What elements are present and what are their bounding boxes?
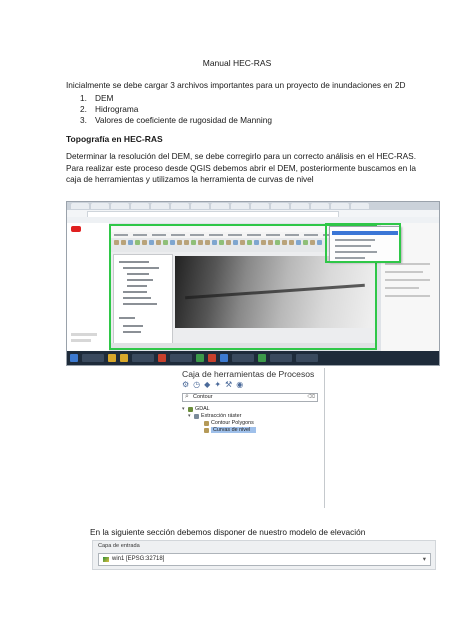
tree-node-curvas-de-nivel[interactable]: Curvas de nivel [204, 427, 256, 433]
clock-icon[interactable]: ◷ [193, 380, 201, 389]
browser-tabs [67, 202, 439, 210]
youtube-logo-icon [71, 226, 81, 232]
word-icon [220, 354, 228, 362]
collapse-arrow-icon[interactable]: ▾ [182, 406, 185, 412]
toolbox-toolbar [182, 381, 243, 389]
input-layer-screenshot [92, 540, 436, 570]
collapse-arrow-icon[interactable]: ▾ [188, 413, 191, 419]
raster-layer-icon [103, 557, 109, 562]
app-icon [258, 354, 266, 362]
qgis-screenshot [66, 201, 440, 366]
folder-icon [108, 354, 116, 362]
qgis-browser-panel [113, 254, 173, 348]
clear-search-icon[interactable]: ⌫ [307, 394, 315, 400]
search-value: Contour [193, 394, 213, 400]
toolbox-screenshot [178, 368, 325, 508]
folder-icon [120, 354, 128, 362]
chevron-down-icon[interactable]: ▾ [422, 556, 426, 563]
address-bar [67, 210, 439, 217]
gdal-icon [188, 407, 193, 412]
folder-icon [194, 414, 199, 419]
qgis-statusbar [111, 343, 375, 348]
toolbox-title: Caja de herramientas de Procesos [182, 369, 315, 379]
gear-icon[interactable]: ⚙ [182, 380, 190, 389]
tree-node-contour-polygons[interactable]: Contour Polygons [204, 420, 254, 426]
wrench-icon[interactable]: ⚒ [225, 380, 233, 389]
search-icon: ⌕ [185, 393, 189, 400]
list-item: 3. Valores de coeficiente de rugosidad de Manning [80, 115, 272, 125]
start-icon [70, 354, 78, 362]
toolbox-search-input[interactable] [182, 393, 318, 402]
green-highlight-frame [325, 223, 401, 263]
page-title: Manual HEC-RAS [202, 58, 272, 68]
input-layer-select[interactable] [98, 553, 431, 566]
file-list [80, 93, 410, 126]
input-layer-value: win1 [EPSG:32718] [112, 556, 165, 562]
dem-map-canvas [175, 256, 373, 328]
python-icon[interactable]: ◆ [204, 380, 211, 389]
tree-node-raster-extraction[interactable]: ▾ Extracción ráster [188, 413, 242, 419]
list-item: 1. DEM [80, 93, 114, 103]
tree-node-gdal[interactable]: ▾ GDAL [182, 406, 210, 412]
windows-taskbar [67, 351, 439, 365]
app-icon [158, 354, 166, 362]
body-paragraph: Determinar la resolución del DEM, se debe corregirlo para un correcto análisis en el HEC-RAS. Para realizar este proceso desde QGIS debemos abrir el DEM, posteriormente buscamos en la caja de herramientas y utilizamos la herramienta de curvas de nivel [66, 151, 417, 184]
tool-icon [204, 421, 209, 426]
youtube-sidebar [67, 223, 109, 351]
settings-icon[interactable]: ✦ [214, 380, 222, 389]
qgis-icon [196, 354, 204, 362]
info-icon[interactable]: ◉ [236, 380, 244, 389]
list-item: 2. Hidrograma [80, 104, 139, 114]
tool-icon [204, 428, 209, 433]
intro-text: Inicialmente se debe cargar 3 archivos importantes para un proyecto de inundaciones en 2D [66, 80, 406, 90]
input-layer-label: Capa de entrada [98, 543, 140, 549]
chrome-icon [208, 354, 216, 362]
section-caption: En la siguiente sección debemos disponer de nuestro modelo de elevación [90, 527, 366, 537]
section-heading: Topografía en HEC-RAS [66, 134, 163, 144]
